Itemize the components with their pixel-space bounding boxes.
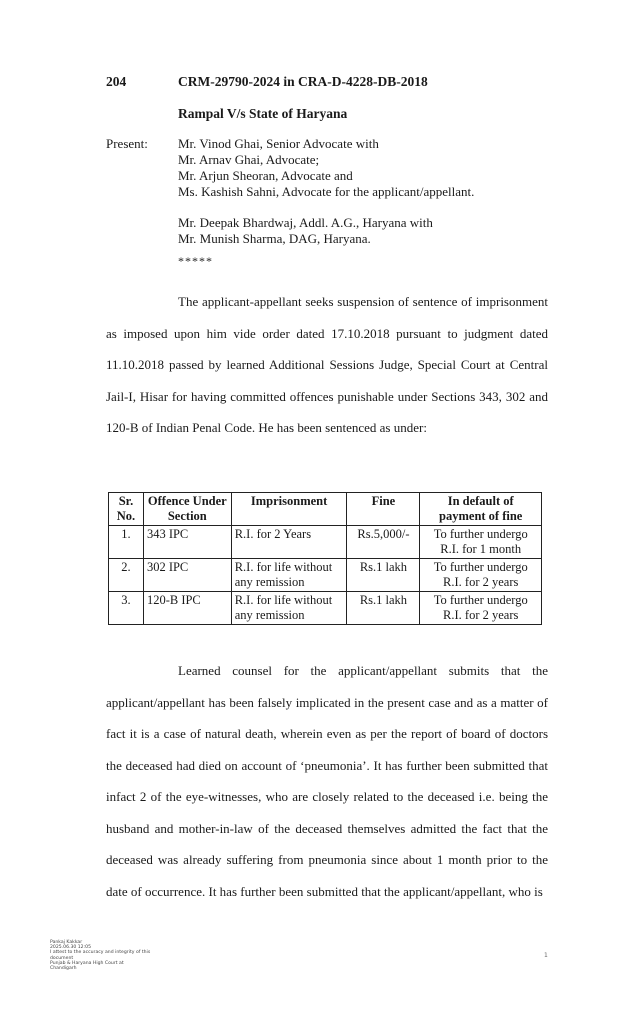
cell-default: To further undergo R.I. for 2 years bbox=[420, 592, 542, 625]
header-default: In default of payment of fine bbox=[420, 493, 542, 526]
item-number: 204 bbox=[106, 74, 127, 89]
signature-line: I attest to the accuracy and integrity of this bbox=[50, 950, 151, 956]
counsel-line: Ms. Kashish Sahni, Advocate for the applicant/appellant. bbox=[178, 184, 475, 199]
cell-offence: 120-B IPC bbox=[143, 592, 231, 625]
case-parties: Rampal V/s State of Haryana bbox=[178, 106, 348, 121]
cell-default: To further undergo R.I. for 2 years bbox=[420, 559, 542, 592]
signature-line: document bbox=[50, 955, 74, 961]
signature-line: Punjab & Haryana High Court at bbox=[50, 960, 124, 966]
signature-line: Pankaj Kakkar bbox=[50, 940, 83, 945]
cell-sr: 3. bbox=[109, 592, 144, 625]
digital-signature-block bbox=[50, 940, 150, 971]
table-header-row bbox=[109, 493, 542, 526]
cell-fine: Rs.1 lakh bbox=[347, 559, 420, 592]
state-counsel-block bbox=[178, 215, 433, 247]
sentence-table bbox=[108, 492, 542, 625]
paragraph-2 bbox=[106, 655, 548, 907]
cell-imprisonment: R.I. for life without any remission bbox=[231, 592, 347, 625]
header-offence: Offence Under Section bbox=[143, 493, 231, 526]
table-row bbox=[109, 592, 542, 625]
paragraph-1-text: The applicant-appellant seeks suspension of sentence of imprisonment as imposed upon him vide order dated 17.10.2018 pursuant to judgment dated 11.10.2018 passed by learned Additional Sessions Judge, Special Court at Central Jail-I, Hisar for having committed offences punishable under Sections 343, 302 and 120-B of Indian Penal Code. He has been sentenced as under: bbox=[106, 294, 548, 435]
paragraph-2-text: Learned counsel for the applicant/appellant submits that the applicant/appellant has been falsely implicated in the present case and as a matter of fact it is a case of natural death, wherein even as per the report of board of doctors the deceased had died on account of ‘pneumonia’. It has further been submitted that infact 2 of the eye-witnesses, who are closely related to the deceased i.e. being the husband and mother-in-law of the deceased themselves admitted the fact that the deceased was already suffering from pneumonia since about 1 month prior to the date of occurrence. It has further been submitted that the applicant/appellant, who is bbox=[106, 663, 548, 899]
table-row bbox=[109, 526, 542, 559]
header-fine: Fine bbox=[347, 493, 420, 526]
cell-fine: Rs.5,000/- bbox=[347, 526, 420, 559]
cell-sr: 2. bbox=[109, 559, 144, 592]
cell-offence: 343 IPC bbox=[143, 526, 231, 559]
paragraph-1 bbox=[106, 286, 548, 444]
cell-imprisonment: R.I. for 2 Years bbox=[231, 526, 347, 559]
counsel-line: Mr. Vinod Ghai, Senior Advocate with bbox=[178, 136, 379, 151]
petitioner-counsel-block bbox=[178, 136, 474, 200]
cell-offence: 302 IPC bbox=[143, 559, 231, 592]
cell-imprisonment: R.I. for life without any remission bbox=[231, 559, 347, 592]
case-number: CRM-29790-2024 in CRA-D-4228-DB-2018 bbox=[178, 74, 428, 89]
counsel-line: Mr. Arjun Sheoran, Advocate and bbox=[178, 168, 353, 183]
counsel-line: Mr. Arnav Ghai, Advocate; bbox=[178, 152, 320, 167]
cell-default: To further undergo R.I. for 1 month bbox=[420, 526, 542, 559]
header-imprisonment: Imprisonment bbox=[231, 493, 347, 526]
signature-line: Chandigarh bbox=[50, 966, 77, 972]
counsel-line: Mr. Deepak Bhardwaj, Addl. A.G., Haryana with bbox=[178, 215, 433, 230]
cell-fine: Rs.1 lakh bbox=[347, 592, 420, 625]
cell-sr: 1. bbox=[109, 526, 144, 559]
table-row bbox=[109, 559, 542, 592]
present-label: Present: bbox=[106, 136, 148, 151]
counsel-line: Mr. Munish Sharma, DAG, Haryana. bbox=[178, 231, 371, 246]
header-sr: Sr. No. bbox=[109, 493, 144, 526]
signature-line: 2025.06.30 12:05 bbox=[50, 945, 92, 951]
page-mark: 1 bbox=[544, 952, 548, 959]
separator-stars: ***** bbox=[178, 254, 213, 268]
